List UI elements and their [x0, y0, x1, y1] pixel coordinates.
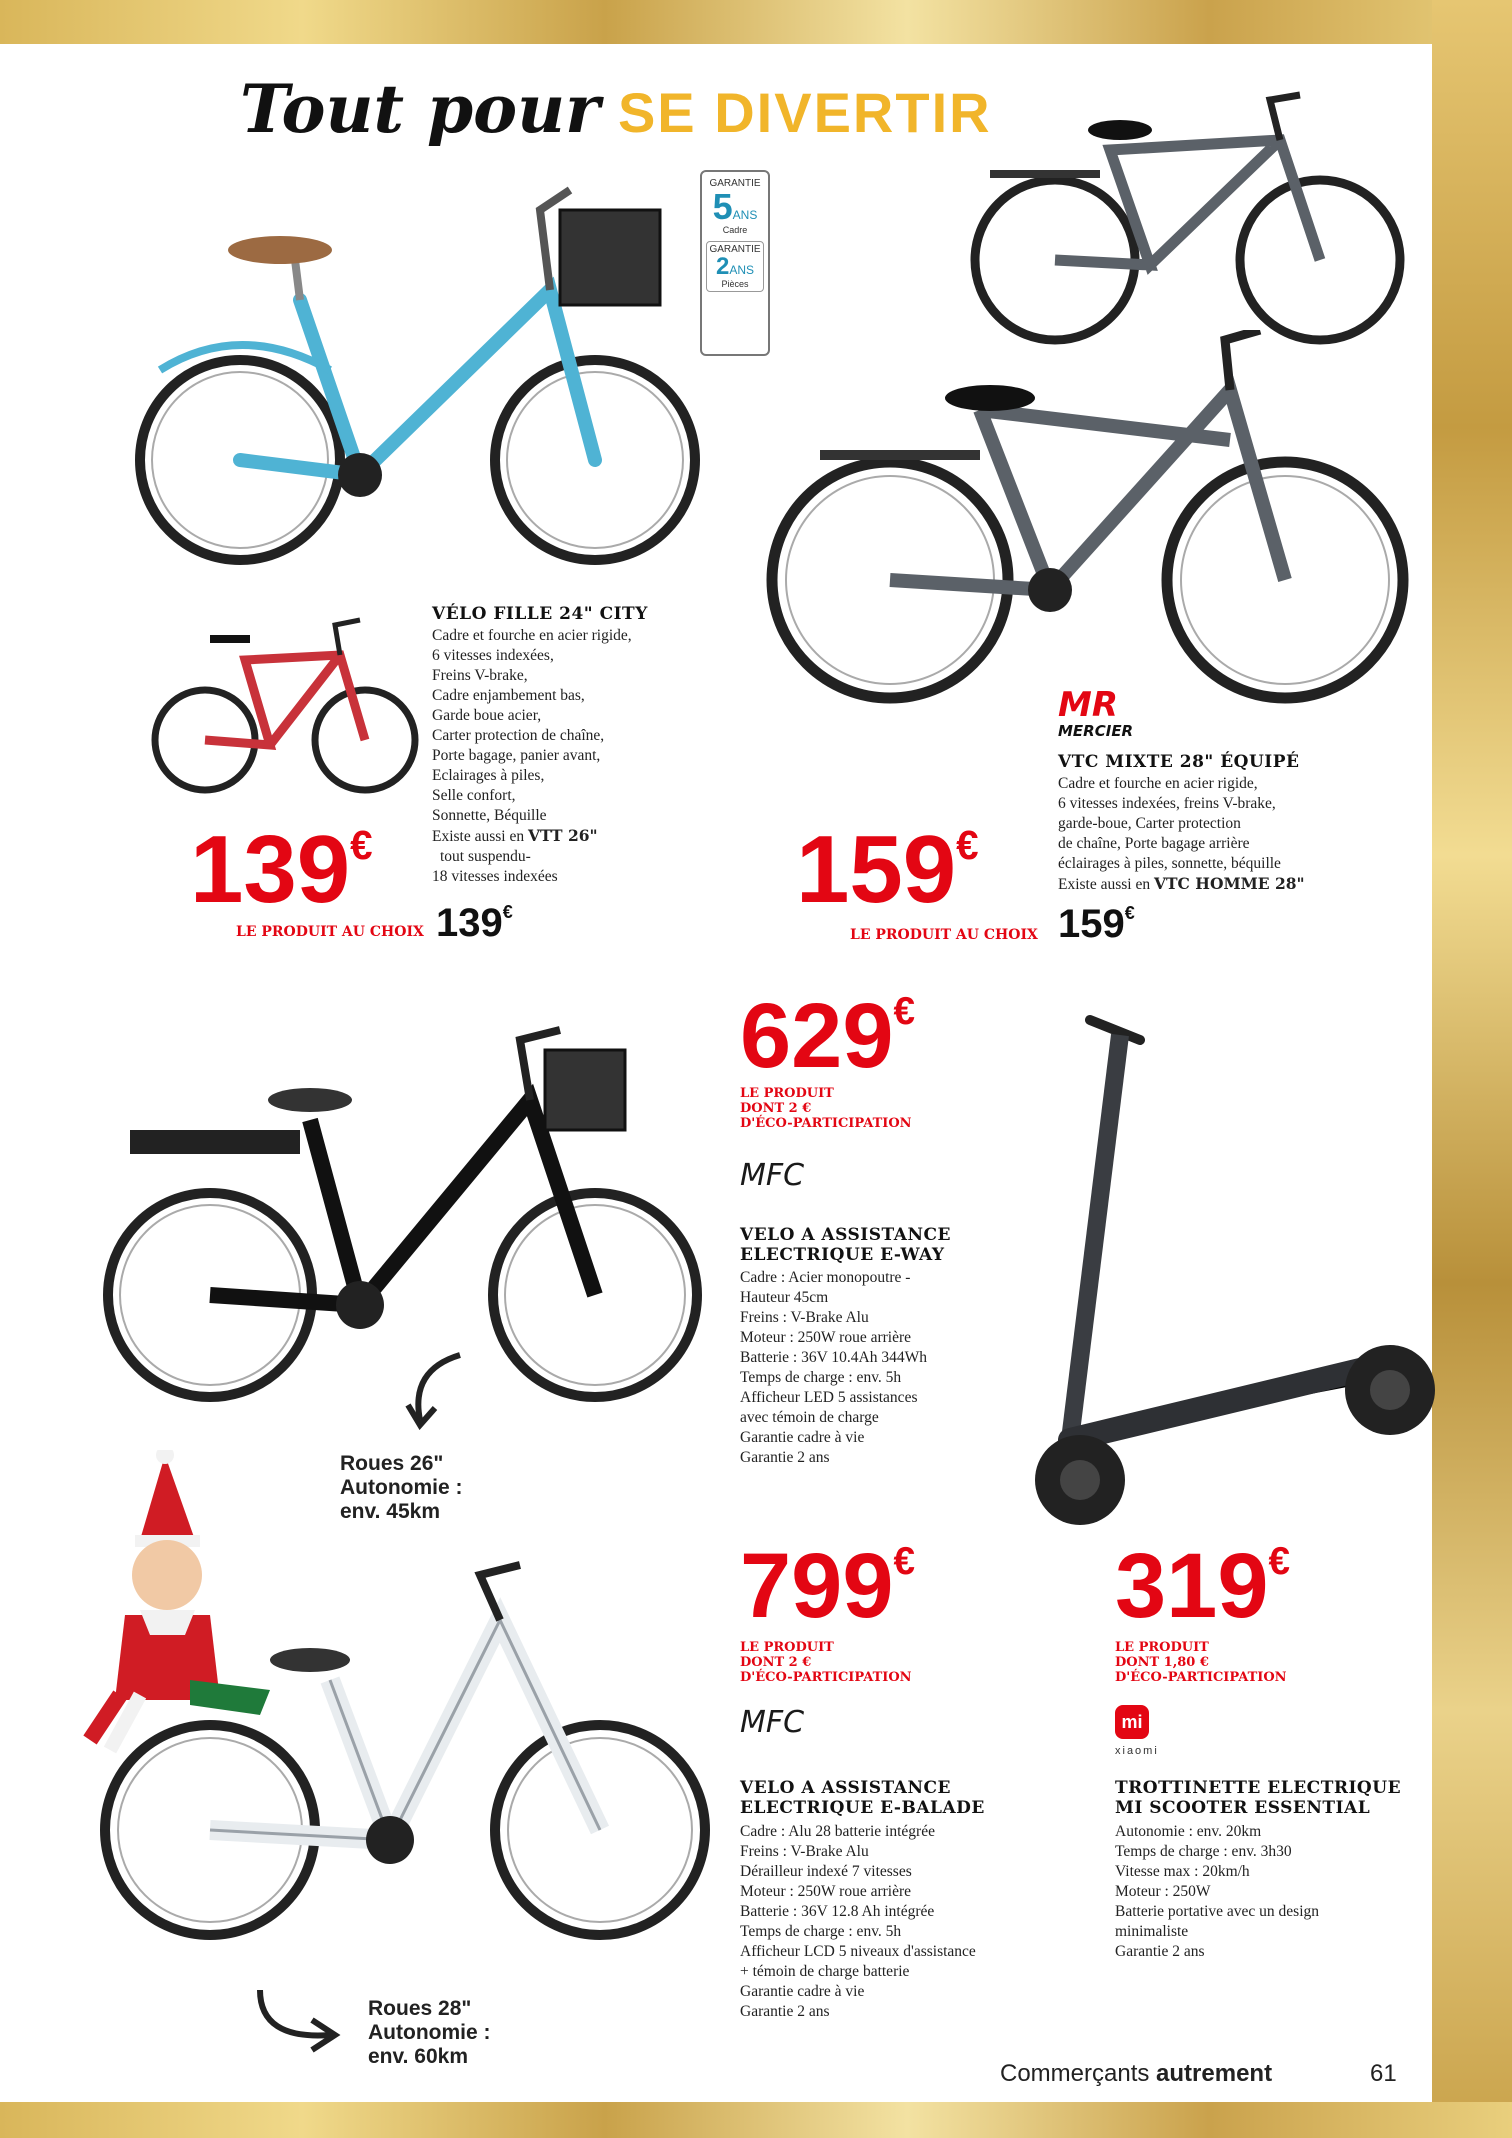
title-bold: SE DIVERTIR [617, 81, 992, 144]
spec-line: Garde boue acier, [432, 707, 542, 724]
mfc-logo: MFC [740, 1705, 805, 1740]
eco-line: D'ÉCO-PARTICIPATION [1115, 1670, 1287, 1685]
spec-line: Afficheur LCD 5 niveaux d'assistance [740, 1943, 976, 1960]
price-value: 139 [190, 816, 351, 923]
title-line: MI SCOOTER ESSENTIAL [1115, 1798, 1371, 1818]
guarantee-sub-2: Pièces [721, 279, 749, 289]
also-line: 18 vitesses indexées [432, 868, 558, 885]
guarantee-label-1: GARANTIE [709, 178, 761, 189]
vtc-mixte-choice-label: LE PRODUIT AU CHOIX [850, 927, 1038, 943]
also-model: VTT 26" [528, 826, 598, 845]
spec-line: + témoin de charge batterie [740, 1963, 910, 1980]
title-script: Tout pour [240, 70, 600, 148]
vtc-mixte-specs [1058, 774, 1305, 895]
also-line: tout suspendu- [440, 848, 531, 865]
eway-note [340, 1452, 462, 1524]
spec-line: Batterie : 36V 10.4Ah 344Wh [740, 1349, 927, 1366]
velo-eway-eco [740, 1086, 912, 1131]
spec-line: Cadre et fourche en acier rigide, [432, 627, 632, 644]
velo-fille-image [130, 170, 770, 590]
xiaomi-logo-icon: mi [1115, 1705, 1149, 1739]
spec-line: éclairages à piles, sonnette, béquille [1058, 855, 1281, 872]
spec-line: Vitesse max : 20km/h [1115, 1863, 1250, 1880]
title-line: VELO A ASSISTANCE [740, 1225, 951, 1245]
price-value: 159 [796, 816, 957, 923]
gold-frame-top [0, 0, 1512, 44]
trottinette-title [1115, 1778, 1401, 1818]
spec-line: Autonomie : env. 20km [1115, 1823, 1262, 1840]
trottinette-image [1030, 1010, 1460, 1540]
trottinette-eco [1115, 1640, 1287, 1685]
spec-line: Hauteur 45cm [740, 1289, 829, 1306]
spec-line: Freins V-brake, [432, 667, 528, 684]
vtc-mixte-image [760, 330, 1420, 710]
price-currency: € [956, 822, 979, 869]
spec-line: Cadre et fourche en acier rigide, [1058, 775, 1258, 792]
title-line: TROTTINETTE ELECTRIQUE [1115, 1778, 1402, 1798]
price-currency: € [893, 990, 915, 1034]
eco-line: DONT 1,80 € [1115, 1655, 1209, 1670]
price-value: 159 [1058, 902, 1125, 946]
velo-ebalade-title [740, 1778, 985, 1818]
mercier-logo: MERCIER [1058, 722, 1134, 740]
eco-line: D'ÉCO-PARTICIPATION [740, 1670, 912, 1685]
spec-line: Cadre : Acier monopoutre - [740, 1269, 911, 1286]
velo-ebalade-price [740, 1535, 915, 1637]
title-line: VELO A ASSISTANCE [740, 1778, 951, 1798]
spec-line: minimaliste [1115, 1923, 1189, 1940]
eco-line: LE PRODUIT [1115, 1640, 1209, 1655]
gold-frame-bottom [0, 2102, 1512, 2138]
note-line: Roues 26" [340, 1452, 444, 1475]
trottinette-specs [1115, 1822, 1319, 1962]
price-currency: € [1268, 1540, 1290, 1584]
spec-line: Freins : V-Brake Alu [740, 1843, 869, 1860]
spec-line: Porte bagage, panier avant, [432, 747, 601, 764]
spec-line: Garantie cadre à vie [740, 1429, 865, 1446]
also-model: VTC HOMME 28" [1154, 874, 1305, 893]
trottinette-price [1115, 1535, 1290, 1637]
footer-text-regular: Commerçants [1000, 2060, 1150, 2087]
spec-line: Dérailleur indexé 7 vitesses [740, 1863, 912, 1880]
also-line [432, 826, 632, 847]
note-line: Autonomie : [368, 2021, 491, 2044]
spec-line: Garantie 2 ans [1115, 1943, 1205, 1960]
note-line: env. 45km [340, 1500, 441, 1523]
xiaomi-wordmark: xiaomi [1115, 1745, 1159, 1757]
velo-eway-price [740, 985, 915, 1087]
spec-line: Temps de charge : env. 5h [740, 1369, 902, 1386]
page-number: 61 [1370, 2060, 1397, 2087]
eco-line: D'ÉCO-PARTICIPATION [740, 1116, 912, 1131]
spec-line: avec témoin de charge [740, 1409, 879, 1426]
price-value: 139 [436, 901, 503, 945]
spec-line: Temps de charge : env. 5h [740, 1923, 902, 1940]
eco-line: DONT 2 € [740, 1655, 812, 1670]
spec-line: garde-boue, Carter protection [1058, 815, 1241, 832]
note-line: env. 60km [368, 2045, 469, 2068]
eco-line: DONT 2 € [740, 1101, 812, 1116]
vtc-mixte-price [796, 816, 979, 923]
spec-line: Garantie 2 ans [740, 1449, 830, 1466]
guarantee-unit-2: ANS [729, 263, 755, 277]
spec-line: Batterie : 36V 12.8 Ah intégrée [740, 1903, 935, 1920]
guarantee-label-2: GARANTIE [709, 244, 761, 255]
velo-fille-choice-label: LE PRODUIT AU CHOIX [236, 924, 424, 940]
spec-line: Freins : V-Brake Alu [740, 1309, 869, 1326]
spec-line: Moteur : 250W roue arrière [740, 1883, 912, 1900]
spec-line: Temps de charge : env. 3h30 [1115, 1843, 1292, 1860]
spec-line: Moteur : 250W [1115, 1883, 1211, 1900]
page-title [240, 70, 992, 160]
eco-line: LE PRODUIT [740, 1640, 834, 1655]
price-currency: € [502, 902, 513, 922]
spec-line: 6 vitesses indexées, [432, 647, 554, 664]
price-currency: € [350, 822, 373, 869]
spec-line: Moteur : 250W roue arrière [740, 1329, 912, 1346]
spec-line: Afficheur LED 5 assistances [740, 1389, 918, 1406]
curved-arrow-icon [400, 1350, 470, 1430]
mercier-logo-mark: MR [1058, 685, 1119, 725]
guarantee-box-2 [706, 241, 764, 292]
title-line: ELECTRIQUE E-BALADE [740, 1798, 985, 1818]
eco-line: LE PRODUIT [740, 1086, 834, 1101]
spec-line: Selle confort, [432, 787, 516, 804]
curved-arrow-icon [250, 1985, 350, 2055]
spec-line: Eclairages à piles, [432, 767, 545, 784]
spec-line: Cadre enjambement bas, [432, 687, 585, 704]
title-line: ELECTRIQUE E-WAY [740, 1245, 945, 1265]
spec-line: Garantie 2 ans [740, 2003, 830, 2020]
vtc-mixte-price-small [1058, 904, 1135, 944]
vtc-mixte-title: VTC MIXTE 28" ÉQUIPÉ [1058, 752, 1300, 772]
spec-line: Batterie portative avec un design [1115, 1903, 1320, 1920]
velo-fille-price [190, 816, 373, 923]
spec-line: Carter protection de chaîne, [432, 727, 605, 744]
spec-line: Garantie cadre à vie [740, 1983, 865, 2000]
velo-ebalade-eco [740, 1640, 912, 1685]
price-value: 799 [740, 1535, 894, 1637]
spec-line: de chaîne, Porte bagage arrière [1058, 835, 1250, 852]
price-value: 319 [1115, 1535, 1269, 1637]
price-value: 629 [740, 985, 894, 1087]
velo-fille-title: VÉLO FILLE 24" CITY [432, 604, 648, 624]
footer-brand [1000, 2060, 1272, 2088]
spec-line: Sonnette, Béquille [432, 807, 547, 824]
vtc-homme-image [970, 90, 1410, 360]
note-line: Roues 28" [368, 1997, 472, 2020]
spec-line: Cadre : Alu 28 batterie intégrée [740, 1823, 935, 1840]
guarantee-badge [700, 170, 770, 356]
ebalade-note [368, 1997, 490, 2069]
spec-line: 6 vitesses indexées, freins V-brake, [1058, 795, 1276, 812]
guarantee-unit-1: ANS [732, 208, 758, 222]
vtt-image [150, 615, 420, 800]
price-currency: € [893, 1540, 915, 1584]
also-line [1058, 874, 1305, 895]
footer-text-bold: autrement [1156, 2060, 1273, 2087]
velo-fille-price-small [436, 903, 513, 943]
also-prefix: Existe aussi en [432, 828, 525, 845]
note-line: Autonomie : [340, 1476, 463, 1499]
guarantee-years-2: 2 [715, 253, 730, 280]
mfc-logo: MFC [740, 1158, 805, 1193]
velo-ebalade-specs [740, 1822, 976, 2022]
velo-fille-specs [432, 626, 632, 887]
price-currency: € [1124, 903, 1135, 923]
also-prefix: Existe aussi en [1058, 876, 1151, 893]
guarantee-sub-1: Cadre [722, 225, 748, 235]
velo-ebalade-image [100, 1560, 720, 1960]
velo-eway-title [740, 1225, 951, 1265]
velo-eway-specs [740, 1268, 927, 1468]
guarantee-years-1: 5 [712, 186, 733, 227]
